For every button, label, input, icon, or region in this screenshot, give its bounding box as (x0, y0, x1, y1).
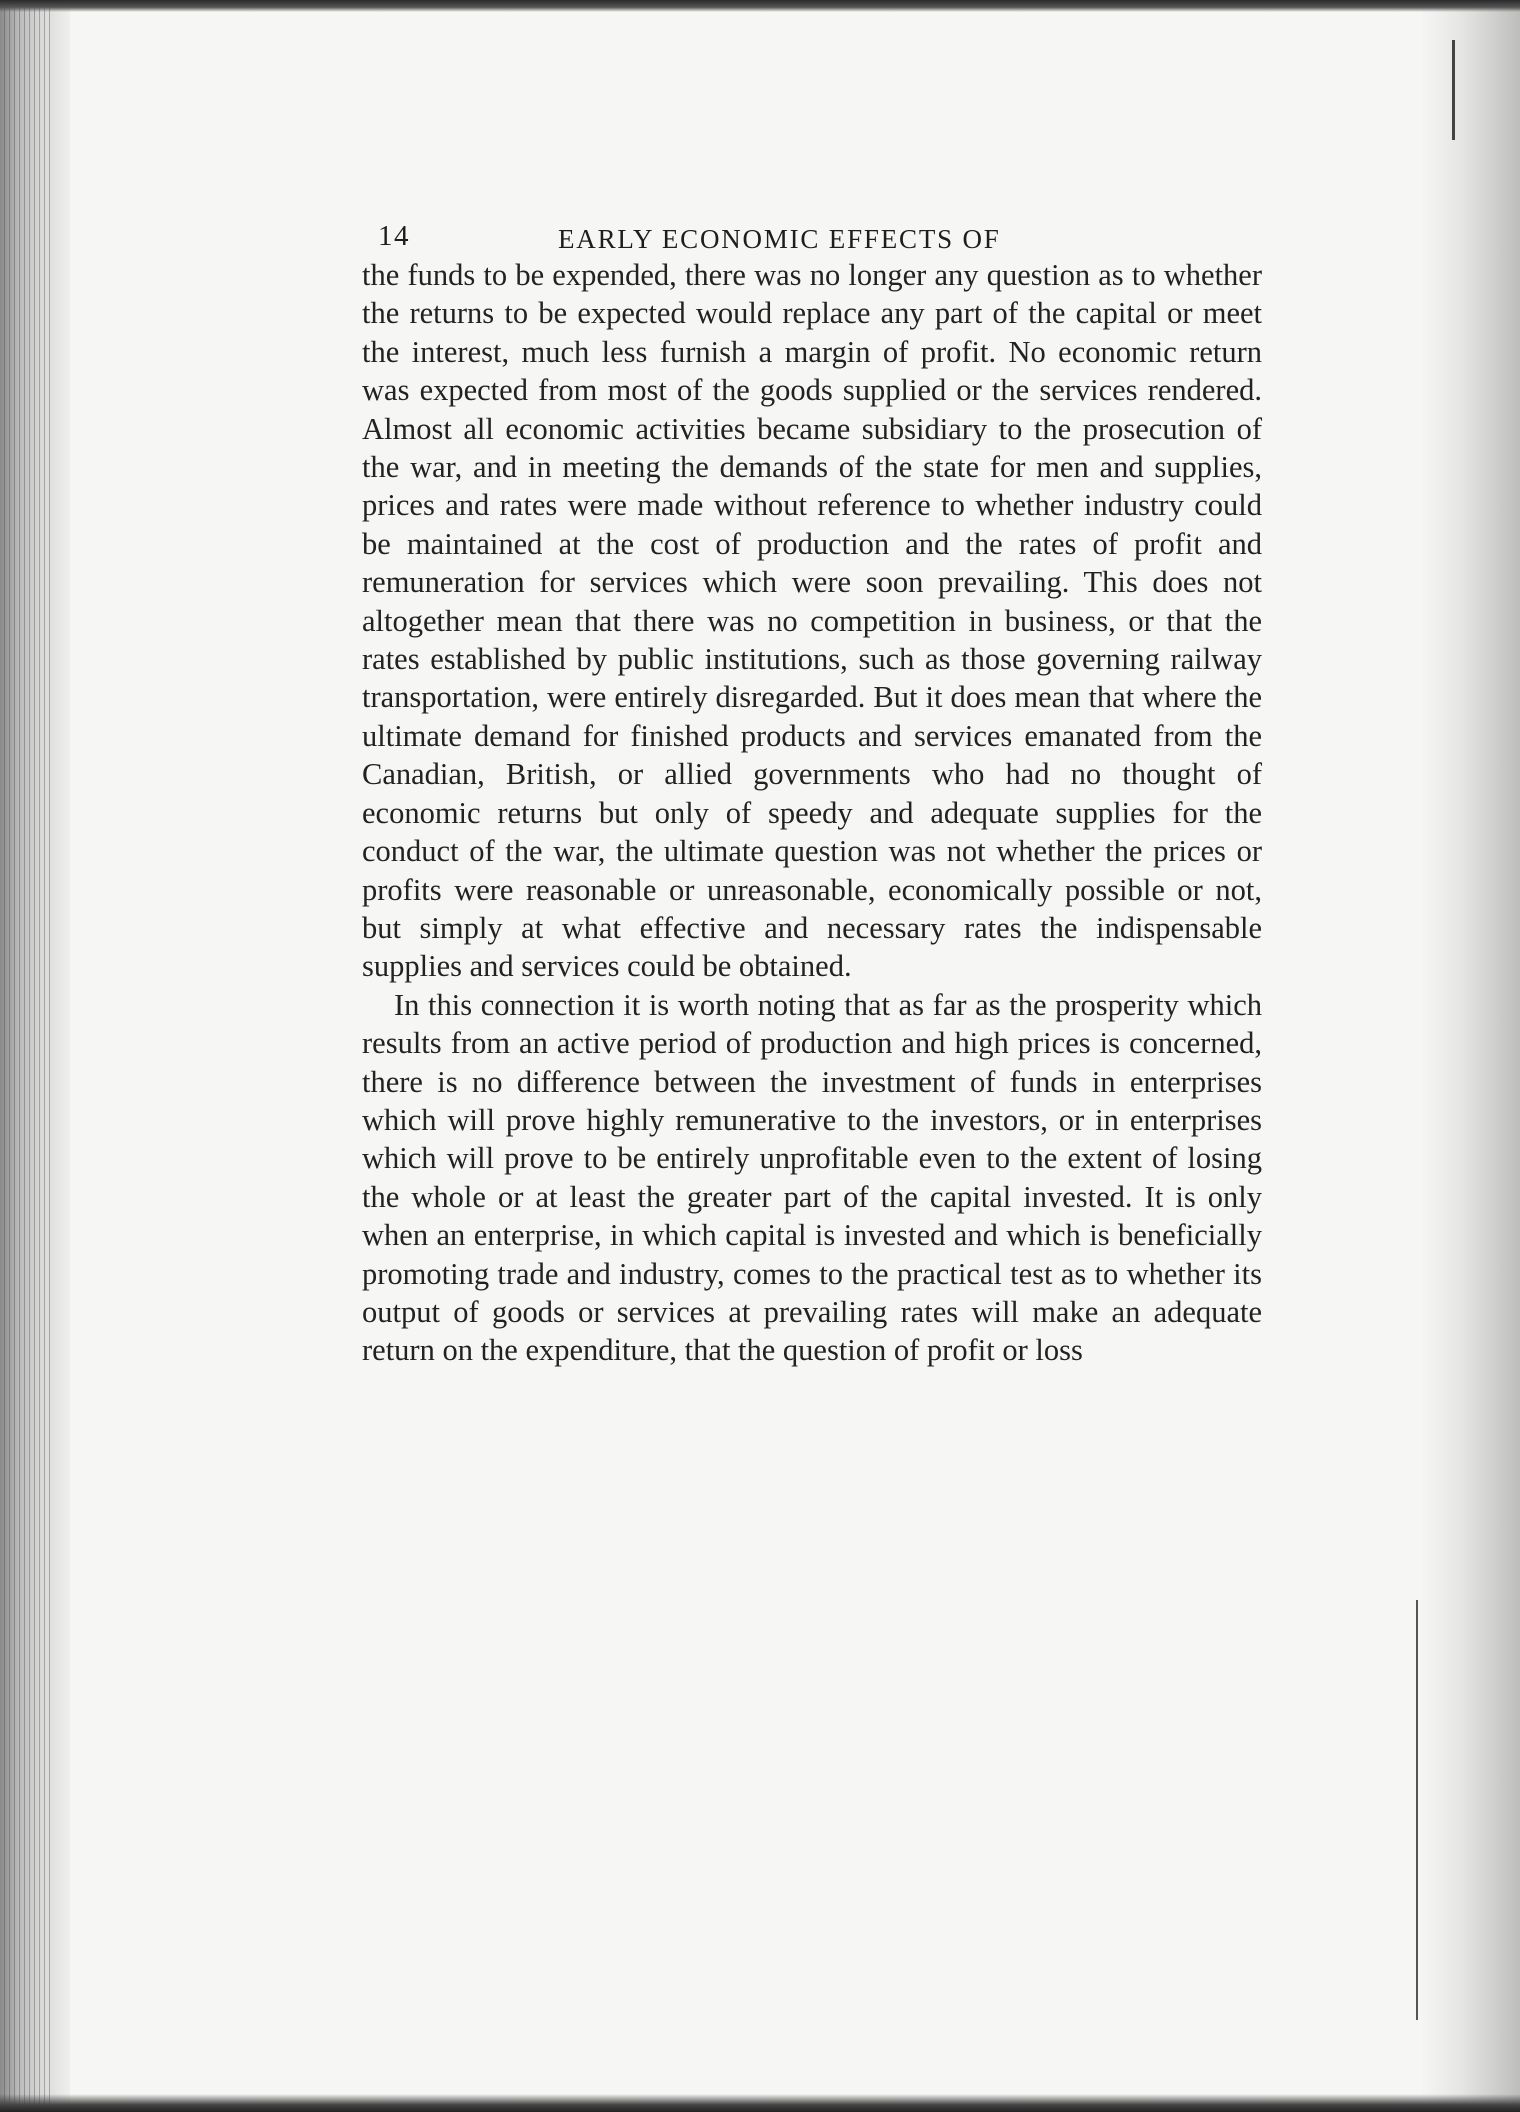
paragraph: the funds to be expended, there was no longer any question as to whether the returns to be expected would replace any part of the capital or meet the interest, much less furnish a margin of profit. No economic return was expected from most of the goods supplied or the services rendered. Almost all economic activities became subsidiary to the prosecution of the war, and in meeting the demands of the state for men and supplies, prices and rates were made without reference to whether industry could be maintained at the cost of production and the rates of profit and remuneration for services which were soon prevailing. This does not altogether mean that there was no competition in business, or that the rates established by public institutions, such as those governing railway transportation, were entirely disregarded. But it does mean that where the ultimate demand for finished products and services emanated from the Canadian, British, or allied governments who had no thought of economic returns but only of speedy and adequate supplies for the conduct of the war, the ultimate question was not whether the prices or profits were reasonable or unreasonable, economically possible or not, but simply at what effective and necessary rates the indispensable supplies and services could be obtained. (362, 258, 1262, 984)
page-edge-mark (1452, 40, 1455, 140)
scan-bottom-border (0, 2094, 1520, 2112)
body-text (362, 256, 1262, 1370)
running-head (362, 212, 1262, 252)
scan-top-border (0, 0, 1520, 12)
page-number: 14 (378, 220, 410, 252)
paragraph: In this connection it is worth noting that as far as the prosperity which results from an active period of production and high prices is concerned, there is no difference between the investment of funds in enterprises which will prove highly remunerative to the investors, or in enterprises which will prove to be entirely unprofitable even to the extent of losing the whole or at least the greater part of the capital invested. It is only when an enterprise, in which capital is invested and which is beneficially promoting trade and industry, comes to the practical test as to whether its output of goods or services at prevailing rates will make an adequate return on the expenditure, that the question of profit or loss (362, 987, 1262, 1368)
page-right-edge (1420, 0, 1520, 2112)
book-page (362, 212, 1262, 1370)
book-binding-edge (4, 0, 54, 2112)
running-head-title: EARLY ECONOMIC EFFECTS OF (558, 224, 1001, 254)
page-edge-mark (1416, 1600, 1418, 2020)
